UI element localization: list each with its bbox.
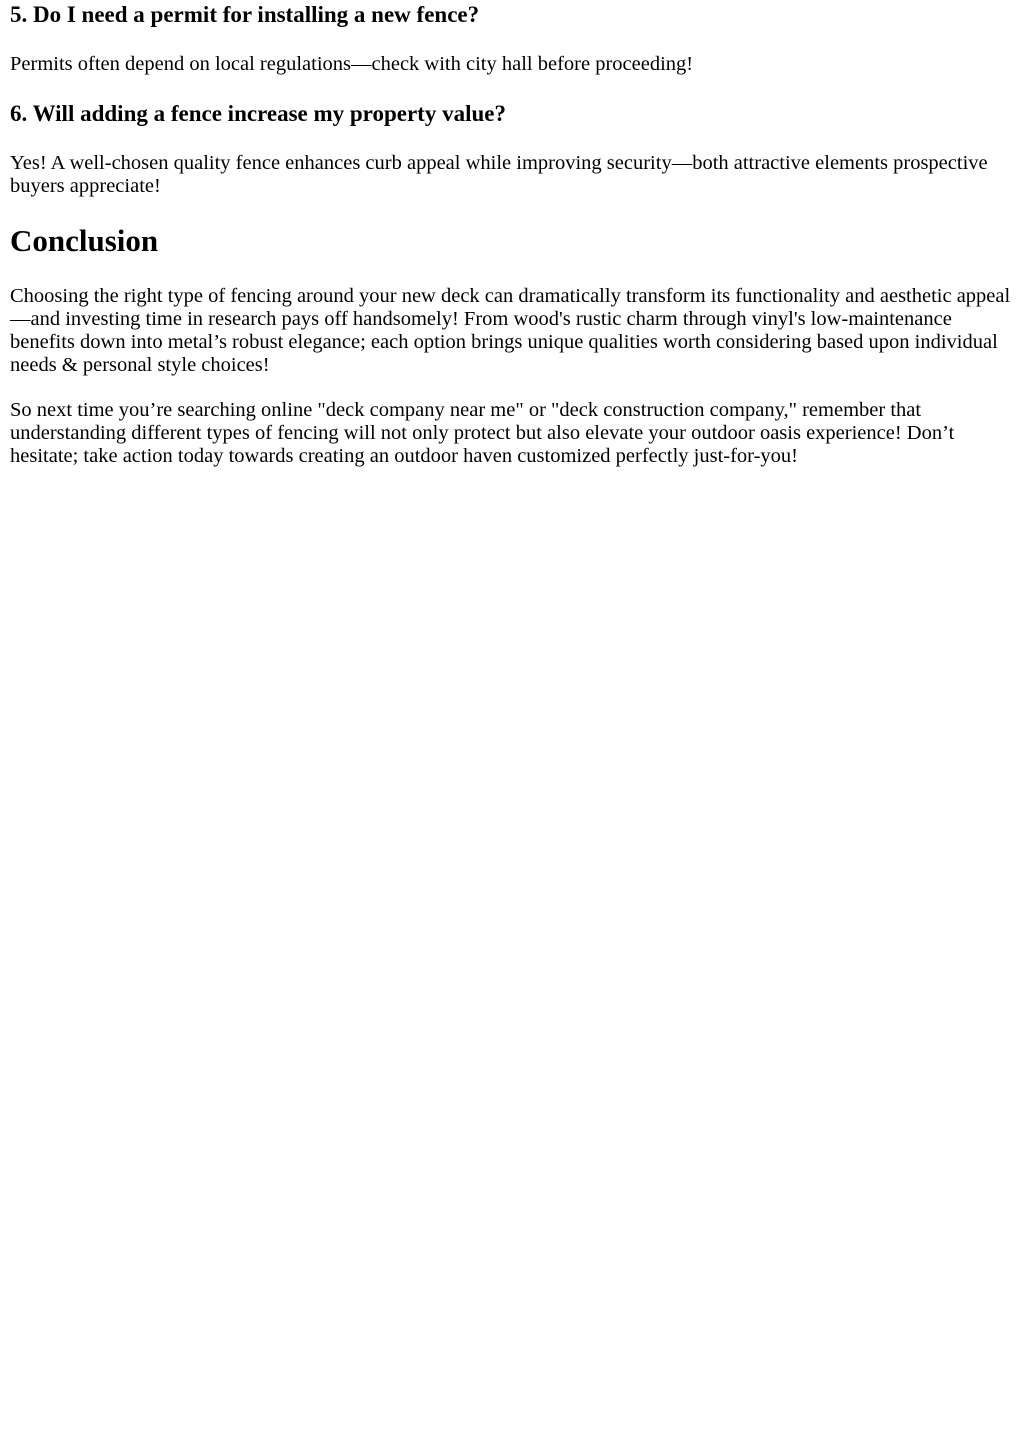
conclusion-paragraph-1: Choosing the right type of fencing around your new deck can dramatically transform its functionality and aesthetic appeal—and investing time in research pays off handsomely! From wood's rustic charm through vinyl's low-maintenance benefits down into metal’s robust elegance; each option brings unique qualities worth considering based upon individual needs & personal style choices! <box>10 285 1011 376</box>
faq-answer-5: Permits often depend on local regulations—check with city hall before proceeding! <box>10 53 694 75</box>
faq-question-6: 6. Will adding a fence increase my property value? <box>10 101 506 126</box>
conclusion-paragraph-2: So next time you’re searching online "deck company near me" or "deck construction company," remember that understanding different types of fencing will not only protect but also elevate your outdoor oasis experience! Don’t hesitate; take action today towards creating an outdoor haven customized perfectly just-for-you! <box>10 399 955 467</box>
faq-answer-6: Yes! A well-chosen quality fence enhances curb appeal while improving security—both attractive elements prospective buyers appreciate! <box>10 152 988 197</box>
faq-question-5: 5. Do I need a permit for installing a new fence? <box>10 2 480 27</box>
conclusion-heading: Conclusion <box>10 223 159 258</box>
